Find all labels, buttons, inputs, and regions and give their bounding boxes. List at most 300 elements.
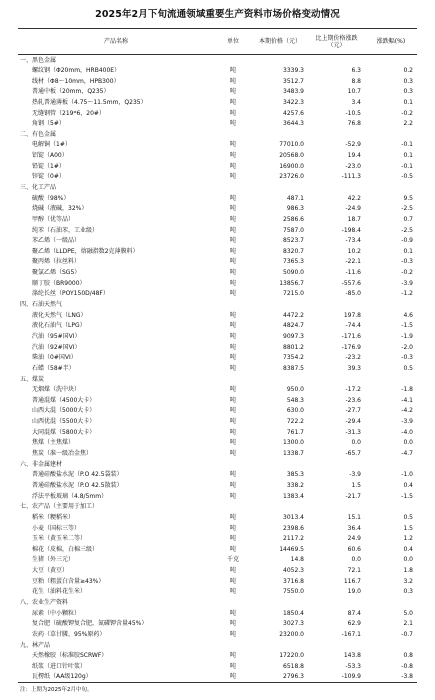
price-cell: 3644.3 <box>283 120 304 128</box>
table-row <box>18 661 417 672</box>
change-cell: -24.9 <box>345 205 361 213</box>
table-row <box>18 363 417 374</box>
unit-cell: 吨 <box>229 481 236 489</box>
table-row <box>18 65 417 76</box>
price-cell: 630.0 <box>286 407 304 415</box>
product-name: 甲醇（优等品） <box>32 215 75 223</box>
price-cell: 950.0 <box>286 386 304 394</box>
product-name: 汽油（92#国VI） <box>32 343 81 351</box>
header-pct: 涨跌幅(%) <box>365 29 417 55</box>
table-row <box>18 342 417 353</box>
pct-cell: -0.3 <box>401 354 413 362</box>
change-cell: 3.4 <box>351 98 361 106</box>
pct-cell: -0.7 <box>401 630 413 638</box>
pct-cell: 0.5 <box>403 364 413 372</box>
table-row <box>18 140 417 151</box>
change-cell: 0.0 <box>351 439 361 447</box>
product-name: 烧碱（液碱，32%） <box>32 205 88 213</box>
product-name: 顺丁胶（BR9000） <box>32 279 86 287</box>
change-cell: 18.7 <box>347 215 361 223</box>
product-name: 聚氯乙烯（SG5） <box>32 269 81 277</box>
unit-cell: 吨 <box>229 258 236 266</box>
price-cell: 1338.7 <box>283 450 304 458</box>
pct-cell: -0.9 <box>401 237 413 245</box>
pct-cell: 5.0 <box>403 609 413 617</box>
pct-cell: -1.2 <box>401 290 413 298</box>
unit-cell: 吨 <box>229 226 236 234</box>
table-row <box>18 310 417 321</box>
change-cell: -73.4 <box>345 237 361 245</box>
change-cell: 15.1 <box>347 513 361 521</box>
pct-cell: 0.0 <box>403 556 413 564</box>
change-cell: 76.8 <box>347 120 361 128</box>
change-cell: 87.4 <box>347 609 361 617</box>
category-name: 七、农产品（主要用于加工） <box>20 503 99 511</box>
pct-cell: -0.1 <box>401 162 413 170</box>
table-row <box>18 108 417 119</box>
product-name: 棉花（皮棉，白棉三级） <box>32 545 99 553</box>
product-name: 生猪（外三元） <box>32 556 75 564</box>
table-row <box>18 533 417 544</box>
product-name: 山西大混（5000大卡） <box>32 407 96 415</box>
category-name: 五、煤炭 <box>20 375 45 383</box>
product-name: 山西优混（5500大卡） <box>32 418 96 426</box>
category-row <box>18 640 417 651</box>
product-name: 普通硅酸盐水泥（P.O 42.5袋装） <box>32 471 123 479</box>
unit-cell: 吨 <box>229 567 236 575</box>
table-row <box>18 246 417 257</box>
category-row <box>18 459 417 470</box>
pct-cell: 0.1 <box>403 247 413 255</box>
category-row <box>18 129 417 140</box>
change-cell: 143.8 <box>343 652 361 660</box>
product-name: 浮法平板玻璃（4.8/5mm） <box>32 492 108 500</box>
price-cell: 1300.0 <box>283 439 304 447</box>
pct-cell: 0.4 <box>403 545 413 553</box>
change-cell: -17.2 <box>345 386 361 394</box>
pct-cell: -3.8 <box>365 672 417 683</box>
category-name: 六、非金属建材 <box>20 460 63 468</box>
price-cell: 3483.9 <box>283 88 304 96</box>
change-cell: -27.7 <box>345 407 361 415</box>
header-unit: 单位 <box>214 29 252 55</box>
table-row <box>18 491 417 502</box>
price-table <box>18 28 417 683</box>
pct-cell: -0.1 <box>401 141 413 149</box>
price-cell: 7215.0 <box>283 290 304 298</box>
unit-cell: 吨 <box>229 662 236 670</box>
change-cell: -52.9 <box>345 141 361 149</box>
price-cell: 14.8 <box>290 556 304 564</box>
unit-cell: 吨 <box>229 247 236 255</box>
change-cell: 24.9 <box>347 535 361 543</box>
price-cell: 2586.6 <box>283 215 304 223</box>
table-row <box>18 587 417 598</box>
change-cell: -557.6 <box>341 279 361 287</box>
change-cell: -31.3 <box>345 428 361 436</box>
category-name: 四、石油天然气 <box>20 301 63 309</box>
price-cell: 2117.2 <box>283 535 304 543</box>
pct-cell: -3.9 <box>401 279 413 287</box>
pct-cell: 0.7 <box>403 215 413 223</box>
table-row <box>18 427 417 438</box>
product-name: 尿素（中小颗粒） <box>32 609 81 617</box>
change-cell: 62.9 <box>347 620 361 628</box>
pct-cell: -0.5 <box>401 173 413 181</box>
unit-cell: 吨 <box>214 672 252 683</box>
unit-cell: 吨 <box>229 332 236 340</box>
table-row <box>18 618 417 629</box>
header-name: 产品名称 <box>18 29 214 55</box>
pct-cell: 0.3 <box>403 588 413 596</box>
unit-cell: 吨 <box>229 98 236 106</box>
unit-cell: 吨 <box>229 513 236 521</box>
table-row <box>18 469 417 480</box>
table-row <box>18 97 417 108</box>
product-name: 苯乙烯（一级品） <box>32 237 81 245</box>
price-cell: 16900.0 <box>279 162 304 170</box>
price-cell: 3422.3 <box>283 98 304 106</box>
price-cell: 23200.0 <box>279 630 304 638</box>
product-name: 小麦（国标三等） <box>32 524 81 532</box>
product-name: 普通硅酸盐水泥（P.O 42.5散装） <box>32 481 123 489</box>
product-name: 汽油（95#国VI） <box>32 332 81 340</box>
unit-cell: 千克 <box>226 556 239 564</box>
product-name: 线材（Φ8～10mm，HPB300） <box>32 77 120 85</box>
price-cell: 20568.0 <box>279 152 304 160</box>
change-cell: -10.5 <box>345 109 361 117</box>
pct-cell: -0.2 <box>401 109 413 117</box>
price-cell: 77010.0 <box>279 141 304 149</box>
price-cell: 6518.8 <box>283 662 304 670</box>
unit-cell: 吨 <box>229 439 236 447</box>
unit-cell: 吨 <box>229 418 236 426</box>
unit-cell: 吨 <box>229 141 236 149</box>
price-cell: 2796.3 <box>252 672 308 683</box>
product-name: 普通混煤（4500大卡） <box>32 396 96 404</box>
product-name: 涤纶长丝（POY150D/48F） <box>32 290 109 298</box>
price-cell: 4824.7 <box>283 322 304 330</box>
pct-cell: 0.4 <box>403 481 413 489</box>
unit-cell: 吨 <box>229 205 236 213</box>
product-name: 农药（草甘膦，95%原药） <box>32 630 106 638</box>
category-row <box>18 597 417 608</box>
price-cell: 9097.3 <box>283 332 304 340</box>
change-cell: 0.0 <box>351 556 361 564</box>
table-row <box>18 257 417 268</box>
table-row <box>18 214 417 225</box>
price-cell: 7587.0 <box>283 226 304 234</box>
pct-cell: 0.1 <box>403 152 413 160</box>
product-name: 大豆（黄豆） <box>32 567 69 575</box>
category-row <box>18 182 417 193</box>
product-name: 电解铜（1#） <box>32 141 71 149</box>
change-cell: 1.5 <box>351 481 361 489</box>
change-cell: 19.0 <box>347 588 361 596</box>
change-cell: -85.0 <box>345 290 361 298</box>
product-name: 纯苯（石油苯，工业级） <box>32 226 99 234</box>
change-cell: -53.3 <box>345 662 361 670</box>
price-cell: 338.2 <box>286 481 304 489</box>
product-name: 天然橡胶（标准胶SCRWF） <box>32 652 108 660</box>
unit-cell: 吨 <box>229 609 236 617</box>
change-cell: -29.4 <box>345 418 361 426</box>
price-cell: 23726.0 <box>279 173 304 181</box>
product-name: 无缝钢管（219*6，20#） <box>32 109 105 117</box>
change-cell: 36.4 <box>347 524 361 532</box>
table-row <box>18 576 417 587</box>
unit-cell: 吨 <box>229 535 236 543</box>
product-name: 玉米（黄玉米二等） <box>32 535 87 543</box>
change-cell: -21.7 <box>345 492 361 500</box>
change-cell: 197.8 <box>343 311 361 319</box>
product-name: 瓦楞纸（AA级120g） <box>18 672 214 683</box>
product-name: 无烟煤（洗中块） <box>32 386 81 394</box>
pct-cell: 2.2 <box>403 120 413 128</box>
product-name: 稻米（粳稻米） <box>32 513 75 521</box>
unit-cell: 吨 <box>229 450 236 458</box>
price-cell: 3512.7 <box>283 77 304 85</box>
table-row <box>18 172 417 183</box>
change-cell: 42.2 <box>347 194 361 202</box>
table-row <box>18 406 417 417</box>
table-row <box>18 289 417 300</box>
price-cell: 2398.6 <box>283 524 304 532</box>
table-row <box>18 384 417 395</box>
unit-cell: 吨 <box>229 77 236 85</box>
table-row <box>18 321 417 332</box>
change-cell: -167.1 <box>341 630 361 638</box>
change-cell: -23.0 <box>345 162 361 170</box>
price-cell: 8320.7 <box>283 247 304 255</box>
pct-cell: 0.2 <box>403 66 413 74</box>
price-cell: 722.2 <box>286 418 304 426</box>
change-cell: -23.6 <box>345 396 361 404</box>
table-row <box>18 544 417 555</box>
pct-cell: -1.5 <box>401 492 413 500</box>
unit-cell: 吨 <box>229 577 236 585</box>
change-cell: -111.3 <box>341 173 361 181</box>
header-change: 比上期价格涨跌（元） <box>308 29 365 55</box>
unit-cell: 吨 <box>229 269 236 277</box>
pct-cell: -4.1 <box>401 396 413 404</box>
change-cell: 72.1 <box>347 567 361 575</box>
change-cell: 10.2 <box>347 247 361 255</box>
change-cell: -65.7 <box>345 450 361 458</box>
price-cell: 4257.6 <box>283 109 304 117</box>
pct-cell: -4.2 <box>401 407 413 415</box>
product-name: 焦炭（准一级冶金焦） <box>32 450 93 458</box>
table-row <box>18 438 417 449</box>
price-cell: 3339.3 <box>283 66 304 74</box>
unit-cell: 吨 <box>229 120 236 128</box>
price-cell: 3013.4 <box>283 513 304 521</box>
pct-cell: 1.2 <box>403 535 413 543</box>
unit-cell: 吨 <box>229 492 236 500</box>
table-header-row <box>18 29 417 55</box>
price-cell: 13856.7 <box>279 279 304 287</box>
product-name: 锌锭（0#） <box>32 173 65 181</box>
table-row <box>18 331 417 342</box>
pct-cell: -2.5 <box>401 205 413 213</box>
price-cell: 1850.4 <box>283 609 304 617</box>
price-cell: 8387.5 <box>283 364 304 372</box>
product-name: 复合肥（硫酸钾复合肥，氮磷钾含量45%） <box>32 620 148 628</box>
unit-cell: 吨 <box>229 471 236 479</box>
unit-cell: 吨 <box>229 109 236 117</box>
pct-cell: 1.5 <box>403 524 413 532</box>
table-row <box>18 118 417 129</box>
change-cell: -11.6 <box>345 269 361 277</box>
price-cell: 7354.2 <box>283 354 304 362</box>
table-row <box>18 555 417 566</box>
table-row <box>18 278 417 289</box>
pct-cell: -1.0 <box>401 471 413 479</box>
category-name: 三、化工产品 <box>20 184 57 191</box>
price-cell: 7550.0 <box>283 588 304 596</box>
change-cell: -109.9 <box>308 672 365 683</box>
pct-cell: 0.3 <box>403 88 413 96</box>
change-cell: 10.7 <box>347 88 361 96</box>
table-row <box>18 150 417 161</box>
unit-cell: 吨 <box>229 279 236 287</box>
product-name: 液化天然气（LNG） <box>32 311 87 319</box>
category-name: 八、农业生产资料 <box>20 598 69 606</box>
table-row <box>18 480 417 491</box>
unit-cell: 吨 <box>229 620 236 628</box>
category-name: 一、黑色金属 <box>20 56 57 64</box>
pct-cell: 0.5 <box>403 513 413 521</box>
unit-cell: 吨 <box>229 66 236 74</box>
change-cell: -3.9 <box>349 471 361 479</box>
pct-cell: 4.6 <box>403 311 413 319</box>
table-row <box>18 565 417 576</box>
pct-cell: 9.5 <box>403 194 413 202</box>
product-name: 花生（油料花生米） <box>32 588 87 596</box>
price-cell: 487.1 <box>286 194 304 202</box>
table-row <box>18 512 417 523</box>
unit-cell: 吨 <box>229 354 236 362</box>
table-row <box>18 448 417 459</box>
unit-cell: 吨 <box>229 652 236 660</box>
pct-cell: -0.2 <box>401 269 413 277</box>
unit-cell: 吨 <box>229 152 236 160</box>
price-cell: 1383.4 <box>283 492 304 500</box>
price-cell: 7365.3 <box>283 258 304 266</box>
product-name: 焦煤（主焦煤） <box>32 439 75 447</box>
price-cell: 5090.0 <box>283 269 304 277</box>
unit-cell: 吨 <box>229 545 236 553</box>
product-name: 纸浆（进口针叶浆） <box>32 662 87 670</box>
table-body <box>18 55 417 683</box>
table-row <box>18 235 417 246</box>
pct-cell: 0.3 <box>403 77 413 85</box>
table-row <box>18 523 417 534</box>
unit-cell: 吨 <box>229 588 236 596</box>
table-row <box>18 193 417 204</box>
product-name: 豆粕（粗蛋白含量≥43%） <box>32 577 105 585</box>
pct-cell: 0.0 <box>403 439 413 447</box>
change-cell: 116.7 <box>343 577 361 585</box>
change-cell: -198.4 <box>341 226 361 234</box>
pct-cell: -0.3 <box>401 258 413 266</box>
price-cell: 4472.2 <box>283 311 304 319</box>
table-row <box>18 225 417 236</box>
table-row <box>18 395 417 406</box>
pct-cell: 3.2 <box>403 577 413 585</box>
change-cell: 39.3 <box>347 364 361 372</box>
change-cell: 8.8 <box>351 77 361 85</box>
product-name: 螺纹钢（Φ20mm，HRB400E） <box>32 66 121 74</box>
change-cell: -176.9 <box>341 343 361 351</box>
unit-cell: 吨 <box>229 524 236 532</box>
table-row <box>18 203 417 214</box>
footnote: 注：上期为2025年2月中旬。 <box>20 686 93 693</box>
product-name: 石蜡（58#半） <box>32 364 75 372</box>
price-cell: 548.3 <box>286 396 304 404</box>
change-cell: 60.6 <box>347 545 361 553</box>
pct-cell: -0.8 <box>401 662 413 670</box>
change-cell: 19.4 <box>347 152 361 160</box>
change-cell: -23.2 <box>345 354 361 362</box>
change-cell: 6.3 <box>351 66 361 74</box>
unit-cell: 吨 <box>229 311 236 319</box>
pct-cell: -4.7 <box>401 450 413 458</box>
table-row <box>18 267 417 278</box>
price-cell: 14469.5 <box>279 545 304 553</box>
pct-cell: -3.9 <box>401 418 413 426</box>
unit-cell: 吨 <box>229 364 236 372</box>
unit-cell: 吨 <box>229 215 236 223</box>
pct-cell: 1.8 <box>403 567 413 575</box>
price-cell: 761.7 <box>286 428 304 436</box>
product-name: 液化石油气（LPG） <box>32 322 86 330</box>
pct-cell: 0.1 <box>403 98 413 106</box>
unit-cell: 吨 <box>229 428 236 436</box>
product-name: 热轧普通薄板（4.75～11.5mm，Q235） <box>32 98 147 106</box>
pct-cell: -1.5 <box>401 322 413 330</box>
price-cell: 4052.3 <box>283 567 304 575</box>
category-row <box>18 299 417 310</box>
price-cell: 3716.8 <box>283 577 304 585</box>
category-row <box>18 55 417 66</box>
page-title: 2025年2月下旬流通领域重要生产资料市场价格变动情况 <box>95 9 340 20</box>
category-name: 二、有色金属 <box>20 130 57 138</box>
product-name: 聚乙烯（LLDPE，熔融指数2克薄膜料） <box>32 247 139 255</box>
price-cell: 986.3 <box>286 205 304 213</box>
price-cell: 3027.3 <box>283 620 304 628</box>
price-cell: 17220.0 <box>279 652 304 660</box>
unit-cell: 吨 <box>229 173 236 181</box>
pct-cell: -4.0 <box>401 428 413 436</box>
unit-cell: 吨 <box>229 630 236 638</box>
pct-cell: -2.0 <box>401 343 413 351</box>
price-cell: 8523.7 <box>283 237 304 245</box>
header-price: 本期价格（元） <box>252 29 308 55</box>
table-row <box>18 672 417 683</box>
unit-cell: 吨 <box>229 322 236 330</box>
product-name: 聚丙烯（拉丝料） <box>32 258 81 266</box>
unit-cell: 吨 <box>229 194 236 202</box>
unit-cell: 吨 <box>229 343 236 351</box>
unit-cell: 吨 <box>229 386 236 394</box>
change-cell: -22.1 <box>345 258 361 266</box>
price-cell: 8801.2 <box>283 343 304 351</box>
pct-cell: 2.1 <box>403 620 413 628</box>
change-cell: -171.6 <box>341 332 361 340</box>
table-row <box>18 161 417 172</box>
unit-cell: 吨 <box>229 88 236 96</box>
